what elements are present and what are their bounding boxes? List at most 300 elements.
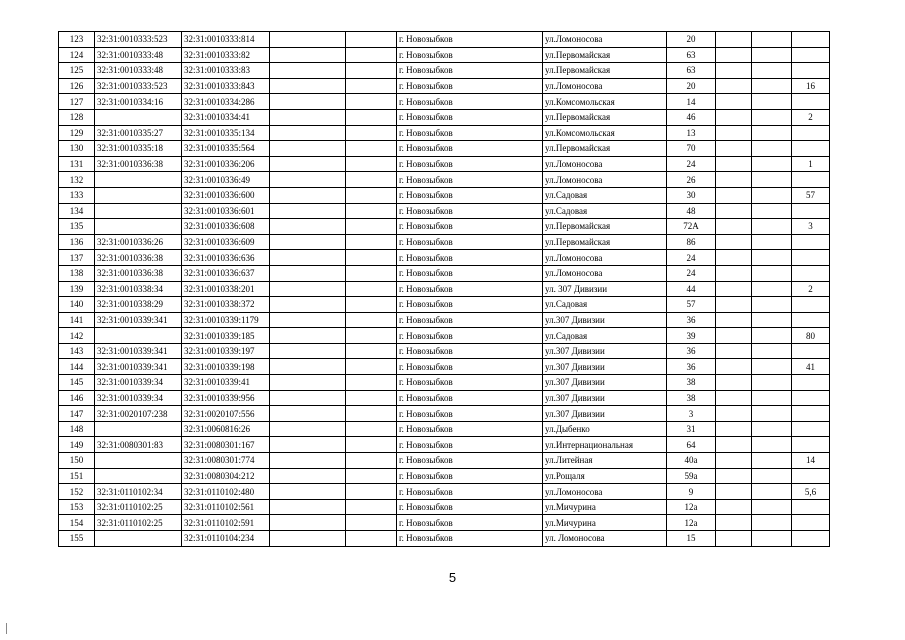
cell-parent-cadastral-number	[95, 172, 182, 188]
cell-empty	[716, 203, 752, 219]
cell-parent-cadastral-number: 32:31:0010334:16	[95, 94, 182, 110]
cell-street: ул.Дыбенко	[543, 421, 667, 437]
cell-parent-cadastral-number: 32:31:0010335:27	[95, 125, 182, 141]
cell-city: г. Новозыбков	[397, 484, 543, 500]
cell-city: г. Новозыбков	[397, 468, 543, 484]
cell-cadastral-number: 32:31:0010335:564	[182, 141, 270, 157]
table-row	[59, 94, 830, 110]
cell-empty	[346, 219, 397, 235]
cell-empty	[270, 328, 346, 344]
cell-row-number: 155	[59, 531, 95, 547]
cell-empty	[716, 219, 752, 235]
cell-empty	[752, 125, 792, 141]
cell-parent-cadastral-number	[95, 531, 182, 547]
cell-empty	[716, 156, 752, 172]
cell-street: ул.Первомайская	[543, 234, 667, 250]
cell-empty	[346, 234, 397, 250]
cell-house-number: 15	[667, 531, 716, 547]
cell-apartment	[792, 234, 830, 250]
cell-empty	[346, 203, 397, 219]
cell-empty	[716, 32, 752, 48]
table-row	[59, 515, 830, 531]
cell-house-number: 14	[667, 94, 716, 110]
cell-city: г. Новозыбков	[397, 156, 543, 172]
cell-house-number: 46	[667, 109, 716, 125]
cell-empty	[346, 187, 397, 203]
cell-cadastral-number: 32:31:0010333:82	[182, 47, 270, 63]
cell-row-number: 137	[59, 250, 95, 266]
cell-city: г. Новозыбков	[397, 359, 543, 375]
cell-empty	[752, 297, 792, 313]
cell-empty	[346, 343, 397, 359]
cell-city: г. Новозыбков	[397, 63, 543, 79]
cell-row-number: 132	[59, 172, 95, 188]
cell-parent-cadastral-number: 32:31:0110102:25	[95, 499, 182, 515]
cell-empty	[270, 156, 346, 172]
cell-empty	[716, 390, 752, 406]
cell-house-number: 3	[667, 406, 716, 422]
cell-empty	[346, 109, 397, 125]
cell-empty	[716, 484, 752, 500]
cell-empty	[270, 125, 346, 141]
cell-parent-cadastral-number	[95, 468, 182, 484]
cell-house-number: 36	[667, 343, 716, 359]
table-row	[59, 125, 830, 141]
cell-apartment	[792, 94, 830, 110]
cell-apartment	[792, 375, 830, 391]
cell-row-number: 136	[59, 234, 95, 250]
cell-city: г. Новозыбков	[397, 437, 543, 453]
cell-row-number: 126	[59, 78, 95, 94]
cell-empty	[346, 47, 397, 63]
cell-parent-cadastral-number: 32:31:0080301:83	[95, 437, 182, 453]
cell-parent-cadastral-number	[95, 453, 182, 469]
cell-empty	[346, 312, 397, 328]
table-row	[59, 219, 830, 235]
cell-cadastral-number: 32:31:0010336:636	[182, 250, 270, 266]
cell-house-number: 24	[667, 250, 716, 266]
cell-parent-cadastral-number	[95, 328, 182, 344]
cell-empty	[270, 359, 346, 375]
table-row	[59, 499, 830, 515]
table-row	[59, 187, 830, 203]
cell-city: г. Новозыбков	[397, 250, 543, 266]
cell-street: ул.Первомайская	[543, 63, 667, 79]
cell-row-number: 133	[59, 187, 95, 203]
cell-row-number: 124	[59, 47, 95, 63]
cell-empty	[346, 32, 397, 48]
cell-empty	[270, 437, 346, 453]
cell-street: ул.Первомайская	[543, 219, 667, 235]
cell-house-number: 30	[667, 187, 716, 203]
cell-row-number: 123	[59, 32, 95, 48]
cell-city: г. Новозыбков	[397, 406, 543, 422]
table-row	[59, 312, 830, 328]
cell-empty	[752, 203, 792, 219]
cell-empty	[716, 312, 752, 328]
cell-cadastral-number: 32:31:0010339:1179	[182, 312, 270, 328]
cell-cadastral-number: 32:31:0010334:286	[182, 94, 270, 110]
table-row	[59, 328, 830, 344]
cell-apartment	[792, 125, 830, 141]
cell-empty	[346, 250, 397, 266]
cell-street: ул.Садовая	[543, 203, 667, 219]
cell-street: ул.Первомайская	[543, 109, 667, 125]
cell-city: г. Новозыбков	[397, 297, 543, 313]
cell-house-number: 20	[667, 32, 716, 48]
cell-parent-cadastral-number: 32:31:0010336:38	[95, 250, 182, 266]
cell-apartment	[792, 47, 830, 63]
cell-cadastral-number: 32:31:0010333:843	[182, 78, 270, 94]
cell-apartment: 41	[792, 359, 830, 375]
table-row	[59, 484, 830, 500]
cell-empty	[270, 531, 346, 547]
cell-cadastral-number: 32:31:0080304:212	[182, 468, 270, 484]
cell-house-number: 48	[667, 203, 716, 219]
table-row	[59, 47, 830, 63]
cell-parent-cadastral-number	[95, 187, 182, 203]
cell-empty	[752, 499, 792, 515]
cell-parent-cadastral-number: 32:31:0010339:341	[95, 359, 182, 375]
cell-apartment	[792, 297, 830, 313]
table-row	[59, 141, 830, 157]
table-row	[59, 468, 830, 484]
cell-street: ул.Интернациональная	[543, 437, 667, 453]
cell-empty	[752, 359, 792, 375]
cell-city: г. Новозыбков	[397, 515, 543, 531]
cell-empty	[270, 468, 346, 484]
cell-row-number: 145	[59, 375, 95, 391]
cell-apartment: 2	[792, 281, 830, 297]
cell-parent-cadastral-number: 32:31:0010336:38	[95, 156, 182, 172]
table-row	[59, 203, 830, 219]
cell-empty	[346, 297, 397, 313]
cell-empty	[270, 172, 346, 188]
cell-parent-cadastral-number: 32:31:0010335:18	[95, 141, 182, 157]
cell-city: г. Новозыбков	[397, 187, 543, 203]
cell-street: ул.Ломоносова	[543, 156, 667, 172]
cell-parent-cadastral-number: 32:31:0010338:34	[95, 281, 182, 297]
cell-empty	[716, 125, 752, 141]
table-row	[59, 250, 830, 266]
cell-empty	[346, 453, 397, 469]
cell-cadastral-number: 32:31:0010333:814	[182, 32, 270, 48]
cell-empty	[270, 312, 346, 328]
table-row	[59, 437, 830, 453]
cell-row-number: 138	[59, 265, 95, 281]
cell-empty	[346, 125, 397, 141]
cell-cadastral-number: 32:31:0010334:41	[182, 109, 270, 125]
cell-street: ул.Первомайская	[543, 141, 667, 157]
cell-empty	[270, 484, 346, 500]
cell-empty	[752, 375, 792, 391]
cell-row-number: 144	[59, 359, 95, 375]
cell-empty	[752, 484, 792, 500]
cell-parent-cadastral-number: 32:31:0010333:48	[95, 47, 182, 63]
cell-apartment	[792, 172, 830, 188]
cell-empty	[346, 94, 397, 110]
table-row	[59, 156, 830, 172]
cell-empty	[270, 219, 346, 235]
cell-empty	[270, 32, 346, 48]
cell-empty	[752, 343, 792, 359]
cell-street: ул. 307 Дивизии	[543, 281, 667, 297]
cell-parent-cadastral-number: 32:31:0010339:34	[95, 375, 182, 391]
cell-street: ул.Рощаля	[543, 468, 667, 484]
cell-cadastral-number: 32:31:0010338:201	[182, 281, 270, 297]
cell-row-number: 140	[59, 297, 95, 313]
cadastral-register-table	[58, 31, 830, 547]
cell-cadastral-number: 32:31:0010338:372	[182, 297, 270, 313]
cell-apartment	[792, 390, 830, 406]
cell-apartment	[792, 468, 830, 484]
cell-empty	[716, 63, 752, 79]
cell-empty	[346, 156, 397, 172]
cell-empty	[270, 390, 346, 406]
cell-apartment	[792, 515, 830, 531]
cell-cadastral-number: 32:31:0010336:49	[182, 172, 270, 188]
cell-city: г. Новозыбков	[397, 421, 543, 437]
cell-parent-cadastral-number: 32:31:0010333:523	[95, 32, 182, 48]
cell-city: г. Новозыбков	[397, 375, 543, 391]
table-row	[59, 265, 830, 281]
cell-city: г. Новозыбков	[397, 32, 543, 48]
cell-house-number: 72А	[667, 219, 716, 235]
cell-empty	[752, 109, 792, 125]
cell-empty	[716, 468, 752, 484]
cell-apartment: 57	[792, 187, 830, 203]
cell-city: г. Новозыбков	[397, 499, 543, 515]
table-row	[59, 281, 830, 297]
cell-cadastral-number: 32:31:0010335:134	[182, 125, 270, 141]
cell-empty	[270, 343, 346, 359]
cell-empty	[346, 375, 397, 391]
cell-empty	[346, 281, 397, 297]
cell-street: ул.Садовая	[543, 297, 667, 313]
cell-row-number: 150	[59, 453, 95, 469]
cell-house-number: 12а	[667, 499, 716, 515]
cell-empty	[716, 343, 752, 359]
cell-city: г. Новозыбков	[397, 94, 543, 110]
cell-street: ул.Мичурина	[543, 499, 667, 515]
cell-street: ул.Комсомольская	[543, 94, 667, 110]
cell-row-number: 148	[59, 421, 95, 437]
table-row	[59, 234, 830, 250]
cell-house-number: 57	[667, 297, 716, 313]
cell-parent-cadastral-number: 32:31:0010336:26	[95, 234, 182, 250]
cell-house-number: 70	[667, 141, 716, 157]
cell-city: г. Новозыбков	[397, 172, 543, 188]
cell-cadastral-number: 32:31:0110104:234	[182, 531, 270, 547]
cell-empty	[716, 515, 752, 531]
cell-empty	[346, 515, 397, 531]
cell-empty	[752, 453, 792, 469]
cell-empty	[716, 421, 752, 437]
cell-street: ул.307 Дивизии	[543, 406, 667, 422]
cell-city: г. Новозыбков	[397, 141, 543, 157]
cell-apartment: 1	[792, 156, 830, 172]
cell-city: г. Новозыбков	[397, 234, 543, 250]
cell-street: ул.Комсомольская	[543, 125, 667, 141]
cell-apartment	[792, 265, 830, 281]
cell-empty	[752, 187, 792, 203]
cell-row-number: 128	[59, 109, 95, 125]
cell-house-number: 64	[667, 437, 716, 453]
cell-street: ул. Ломоносова	[543, 531, 667, 547]
cell-house-number: 20	[667, 78, 716, 94]
cell-city: г. Новозыбков	[397, 531, 543, 547]
cell-empty	[270, 406, 346, 422]
cell-street: ул.307 Дивизии	[543, 359, 667, 375]
cell-city: г. Новозыбков	[397, 390, 543, 406]
cell-empty	[752, 531, 792, 547]
cell-empty	[716, 141, 752, 157]
cell-house-number: 26	[667, 172, 716, 188]
cell-street: ул.Ломоносова	[543, 78, 667, 94]
cell-empty	[716, 265, 752, 281]
cell-city: г. Новозыбков	[397, 109, 543, 125]
cell-city: г. Новозыбков	[397, 328, 543, 344]
cell-street: ул.307 Дивизии	[543, 343, 667, 359]
cell-house-number: 86	[667, 234, 716, 250]
table-row	[59, 109, 830, 125]
cell-city: г. Новозыбков	[397, 203, 543, 219]
cell-street: ул.Ломоносова	[543, 265, 667, 281]
cell-parent-cadastral-number: 32:31:0010339:341	[95, 343, 182, 359]
cell-row-number: 152	[59, 484, 95, 500]
cell-empty	[346, 359, 397, 375]
cell-apartment	[792, 250, 830, 266]
cell-row-number: 127	[59, 94, 95, 110]
table-row	[59, 421, 830, 437]
cell-parent-cadastral-number	[95, 421, 182, 437]
cell-empty	[270, 265, 346, 281]
cell-empty	[346, 437, 397, 453]
cell-house-number: 36	[667, 312, 716, 328]
cell-city: г. Новозыбков	[397, 281, 543, 297]
table-row	[59, 390, 830, 406]
cell-city: г. Новозыбков	[397, 47, 543, 63]
cell-row-number: 135	[59, 219, 95, 235]
cell-street: ул.Ломоносова	[543, 484, 667, 500]
cell-house-number: 24	[667, 265, 716, 281]
cell-empty	[752, 312, 792, 328]
cell-parent-cadastral-number: 32:31:0010333:523	[95, 78, 182, 94]
cell-house-number: 36	[667, 359, 716, 375]
cell-row-number: 139	[59, 281, 95, 297]
table-row	[59, 343, 830, 359]
cell-empty	[716, 94, 752, 110]
cell-empty	[752, 234, 792, 250]
cell-empty	[270, 281, 346, 297]
cell-house-number: 40а	[667, 453, 716, 469]
margin-mark	[6, 623, 7, 634]
cell-apartment	[792, 32, 830, 48]
cell-empty	[716, 187, 752, 203]
cell-empty	[752, 281, 792, 297]
cell-empty	[752, 47, 792, 63]
cell-cadastral-number: 32:31:0110102:480	[182, 484, 270, 500]
cell-empty	[752, 515, 792, 531]
cell-house-number: 63	[667, 63, 716, 79]
cell-apartment	[792, 406, 830, 422]
cell-cadastral-number: 32:31:0110102:591	[182, 515, 270, 531]
cell-row-number: 151	[59, 468, 95, 484]
cell-empty	[346, 78, 397, 94]
cell-parent-cadastral-number	[95, 219, 182, 235]
cell-empty	[346, 484, 397, 500]
table-row	[59, 531, 830, 547]
cell-house-number: 12а	[667, 515, 716, 531]
cell-apartment	[792, 141, 830, 157]
cell-empty	[716, 375, 752, 391]
cell-empty	[752, 421, 792, 437]
cell-city: г. Новозыбков	[397, 265, 543, 281]
cell-row-number: 141	[59, 312, 95, 328]
cell-cadastral-number: 32:31:0080301:774	[182, 453, 270, 469]
cell-empty	[270, 375, 346, 391]
cell-row-number: 130	[59, 141, 95, 157]
cell-apartment	[792, 312, 830, 328]
cell-apartment: 2	[792, 109, 830, 125]
cell-apartment	[792, 499, 830, 515]
cell-street: ул.Садовая	[543, 187, 667, 203]
cell-empty	[270, 187, 346, 203]
cell-cadastral-number: 32:31:0010339:956	[182, 390, 270, 406]
cell-row-number: 142	[59, 328, 95, 344]
cell-empty	[346, 328, 397, 344]
cell-empty	[716, 297, 752, 313]
cell-empty	[346, 531, 397, 547]
cell-empty	[716, 78, 752, 94]
cell-empty	[716, 281, 752, 297]
cell-parent-cadastral-number: 32:31:0020107:238	[95, 406, 182, 422]
cell-row-number: 154	[59, 515, 95, 531]
cell-empty	[716, 234, 752, 250]
cell-apartment	[792, 203, 830, 219]
cell-row-number: 146	[59, 390, 95, 406]
table-row	[59, 32, 830, 48]
cell-cadastral-number: 32:31:0010333:83	[182, 63, 270, 79]
cell-parent-cadastral-number: 32:31:0110102:25	[95, 515, 182, 531]
cell-house-number: 9	[667, 484, 716, 500]
cell-parent-cadastral-number: 32:31:0010339:341	[95, 312, 182, 328]
table-row	[59, 78, 830, 94]
cell-cadastral-number: 32:31:0010336:600	[182, 187, 270, 203]
table-row	[59, 375, 830, 391]
cell-row-number: 147	[59, 406, 95, 422]
cell-city: г. Новозыбков	[397, 312, 543, 328]
cell-empty	[752, 78, 792, 94]
cell-row-number: 129	[59, 125, 95, 141]
cell-parent-cadastral-number	[95, 109, 182, 125]
cell-street: ул.307 Дивизии	[543, 375, 667, 391]
cell-empty	[752, 328, 792, 344]
cell-empty	[346, 172, 397, 188]
cell-empty	[716, 47, 752, 63]
cell-empty	[346, 406, 397, 422]
page-number: 5	[448, 570, 457, 585]
cell-empty	[270, 47, 346, 63]
cell-empty	[716, 499, 752, 515]
cell-empty	[270, 234, 346, 250]
cell-house-number: 38	[667, 375, 716, 391]
cell-house-number: 39	[667, 328, 716, 344]
cell-apartment	[792, 421, 830, 437]
cell-empty	[752, 63, 792, 79]
cell-empty	[752, 219, 792, 235]
cell-cadastral-number: 32:31:0110102:561	[182, 499, 270, 515]
